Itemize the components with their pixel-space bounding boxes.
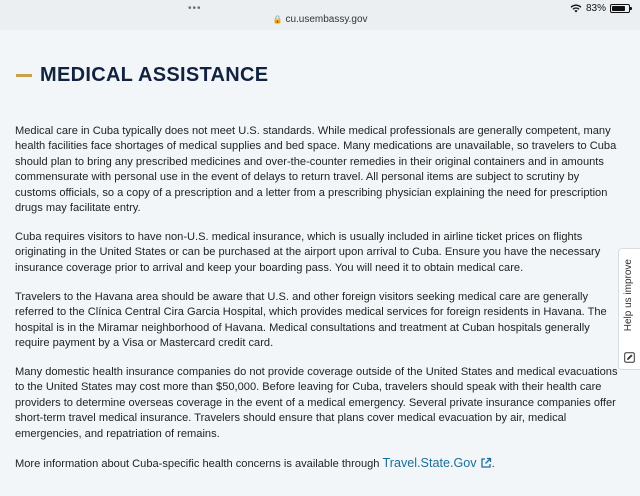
help-us-improve-tab[interactable]: [618, 248, 640, 370]
wifi-icon: [570, 4, 582, 13]
paragraph-evacuation-coverage: Many domestic health insurance companies do not provide coverage outside of the United States and medical evacuations to the United States may cost more than $50,000. Before leaving for Cuba, travelers should speak with their health care providers to determine overseas coverage in the event of a medical emergency. Several private insurance companies offer short-term travel medical insurance. Travelers should ensure that plans cover medical evacuation by air, medical emergencies, and repatriation of remains.: [15, 366, 618, 440]
help-tab-label: Help us improve: [623, 259, 634, 332]
page-content: [0, 30, 640, 496]
tab-menu-dots[interactable]: •••: [188, 3, 202, 14]
browser-status-bar: [0, 0, 640, 30]
battery-icon: [610, 4, 630, 13]
external-link-icon: [480, 457, 492, 469]
more-info-suffix: .: [491, 457, 495, 470]
article-body: [15, 124, 619, 486]
url-text: cu.usembassy.gov: [285, 14, 368, 25]
feedback-pencil-icon: [624, 352, 635, 363]
heading-accent-dash: [16, 74, 32, 77]
battery-fill: [612, 6, 625, 11]
lock-icon: 🔒: [272, 15, 283, 24]
paragraph-havana-hospital: Travelers to the Havana area should be aware that U.S. and other foreign visitors seeking medical care are generally referred to the Clínica Central Cira Garcia Hospital, which provides medical services for foreign residents in Havana. The hospital is in the Miramar neighborhood of Havana. Medical consultations and treatment at Cuban hospitals generally require payment by a Visa or Mastercard credit card.: [15, 290, 607, 350]
travel-state-gov-link[interactable]: [383, 456, 492, 470]
section-heading: [16, 64, 268, 87]
page-title: MEDICAL ASSISTANCE: [40, 64, 269, 86]
address-bar[interactable]: [0, 14, 640, 25]
more-info-text: More information about Cuba-specific health concerns is available through: [15, 457, 383, 470]
paragraph-medical-care: Medical care in Cuba typically does not meet U.S. standards. While medical professionals are generally competent, many health facilities face shortages of medical supplies and bed space. Many medications are unavailable, so travelers to Cuba should plan to bring any prescribed medicines and over-the-counter remedies in their original containers and in amounts commensurate with personal use in the event of delays to return travel. All personal items are subject to scrutiny by customs officials, so a copy of a prescription and a letter from a prescribing physician explaining the need for prescription drugs may facilitate entry.: [15, 125, 617, 215]
paragraph-more-info: [15, 456, 619, 472]
paragraph-insurance-requirement: Cuba requires visitors to have non-U.S. medical insurance, which is usually included in airline ticket prices on flights originating in the United States or can be purchased at the airport upon arrival to Cuba. Ensure you have the necessary insurance coverage prior to arrival and keep your boarding pass. You will need it to obtain medical care.: [15, 231, 601, 274]
battery-percent: 83%: [585, 3, 606, 14]
link-label: Travel.State.Gov: [382, 455, 477, 470]
status-indicators: [570, 3, 630, 14]
